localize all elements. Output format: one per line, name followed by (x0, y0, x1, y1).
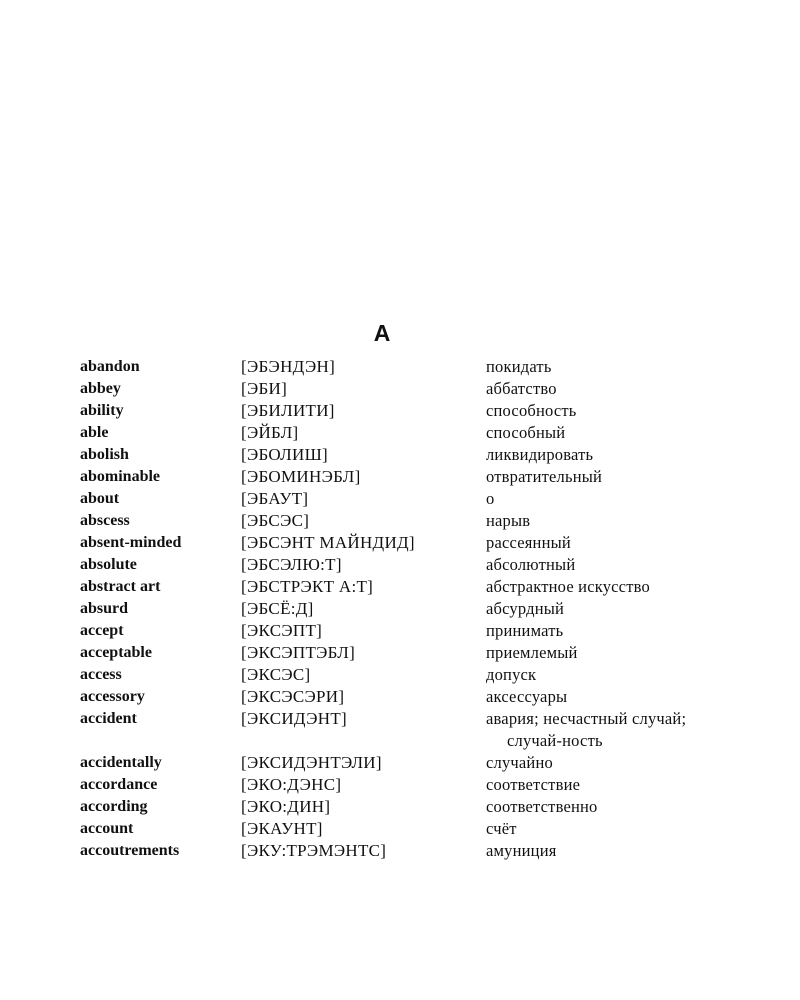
entry-word: accessory (80, 688, 145, 705)
entry-pronunciation: [ЭЙБЛ] (241, 423, 299, 442)
entry-pronunciation: [ЭКУ:ТРЭМЭНТС] (241, 841, 387, 860)
entry-word: abandon (80, 358, 140, 375)
dictionary-entry (80, 796, 720, 818)
dictionary-entry (80, 840, 720, 862)
dictionary-entry (80, 400, 720, 422)
entry-translation: случайно (486, 753, 553, 772)
entry-pronunciation: [ЭКСИДЭНТЭЛИ] (241, 753, 382, 772)
entry-pronunciation: [ЭБЭНДЭН] (241, 357, 336, 376)
dictionary-entry (80, 532, 720, 554)
dictionary-entry (80, 642, 720, 664)
entry-word: ability (80, 402, 124, 419)
dictionary-entry (80, 422, 720, 444)
entry-word: about (80, 490, 120, 507)
dictionary-entry (80, 554, 720, 576)
entry-translation: способность (486, 401, 577, 420)
entry-word: account (80, 820, 134, 837)
entry-word: absolute (80, 556, 137, 573)
dictionary-entry (80, 576, 720, 598)
dictionary-entry (80, 510, 720, 532)
entry-translation: абстрактное искусство (486, 577, 650, 596)
entry-translation: о (486, 489, 495, 508)
entry-pronunciation: [ЭБАУТ] (241, 489, 309, 508)
entry-pronunciation: [ЭКСИДЭНТ] (241, 709, 347, 728)
entry-word: accident (80, 710, 137, 727)
entry-word: abbey (80, 380, 121, 397)
entry-pronunciation: [ЭБСЭЛЮ:Т] (241, 555, 342, 574)
entry-translation: принимать (486, 621, 564, 640)
entry-pronunciation: [ЭБОМИНЭБЛ] (241, 467, 361, 486)
dictionary-entry (80, 708, 720, 752)
entry-word: abscess (80, 512, 130, 529)
entry-word: abolish (80, 446, 129, 463)
entry-pronunciation: [ЭБСЭС] (241, 511, 310, 530)
dictionary-entry (80, 488, 720, 510)
entry-translation: абсолютный (486, 555, 576, 574)
entry-pronunciation: [ЭБОЛИШ] (241, 445, 328, 464)
entry-translation: счёт (486, 819, 517, 838)
dictionary-entry (80, 598, 720, 620)
entry-translation: абсурдный (486, 599, 565, 618)
dictionary-entry (80, 818, 720, 840)
entry-translation: аббатство (486, 379, 557, 398)
entry-word: accidentally (80, 754, 162, 771)
entry-pronunciation: [ЭКСЭПТ] (241, 621, 323, 640)
entry-translation: амуниция (486, 841, 557, 860)
entry-pronunciation: [ЭБСТРЭКТ А:Т] (241, 577, 374, 596)
entry-pronunciation: [ЭБИЛИТИ] (241, 401, 335, 420)
dictionary-entry (80, 620, 720, 642)
entry-word: acceptable (80, 644, 152, 661)
entry-translation: соответственно (486, 797, 598, 816)
entry-pronunciation: [ЭКАУНТ] (241, 819, 323, 838)
entry-pronunciation: [ЭКСЭСЭРИ] (241, 687, 345, 706)
entry-pronunciation: [ЭБСЭНТ МАЙНДИД] (241, 533, 415, 552)
entry-pronunciation: [ЭБИ] (241, 379, 288, 398)
entry-translation: авария; несчастный случай; случай-ность (486, 709, 687, 750)
entry-translation: соответствие (486, 775, 581, 794)
entry-pronunciation: [ЭКСЭС] (241, 665, 311, 684)
entry-translation: рассеянный (486, 533, 571, 552)
entry-word: absurd (80, 600, 129, 617)
entry-pronunciation: [ЭКО:ДИН] (241, 797, 331, 816)
entry-translation: допуск (486, 665, 537, 684)
entry-translation: ликвидировать (486, 445, 594, 464)
entry-translation: приемлемый (486, 643, 578, 662)
dictionary-entry (80, 774, 720, 796)
dictionary-entry (80, 356, 720, 378)
entry-word: abstract art (80, 578, 161, 595)
entry-translation: аксессуары (486, 687, 568, 706)
entry-word: access (80, 666, 122, 683)
dictionary-entry (80, 752, 720, 774)
entry-word: able (80, 424, 109, 441)
entry-pronunciation: [ЭБСЁ:Д] (241, 599, 314, 618)
entry-translation: способный (486, 423, 566, 442)
entry-word: accept (80, 622, 124, 639)
entry-word: according (80, 798, 148, 815)
entry-word: accoutrements (80, 842, 180, 859)
entry-word: abominable (80, 468, 161, 485)
dictionary-list (80, 356, 720, 862)
entry-translation: отвратительный (486, 467, 603, 486)
dictionary-entry (80, 664, 720, 686)
entry-pronunciation: [ЭКО:ДЭНС] (241, 775, 342, 794)
dictionary-entry (80, 444, 720, 466)
entry-translation: нарыв (486, 511, 531, 530)
entry-word: accordance (80, 776, 158, 793)
dictionary-entry (80, 378, 720, 400)
entry-pronunciation: [ЭКСЭПТЭБЛ] (241, 643, 356, 662)
entry-translation: покидать (486, 357, 552, 376)
section-letter-heading: A (373, 320, 391, 346)
dictionary-entry (80, 466, 720, 488)
entry-word: absent-minded (80, 534, 182, 551)
dictionary-entry (80, 686, 720, 708)
